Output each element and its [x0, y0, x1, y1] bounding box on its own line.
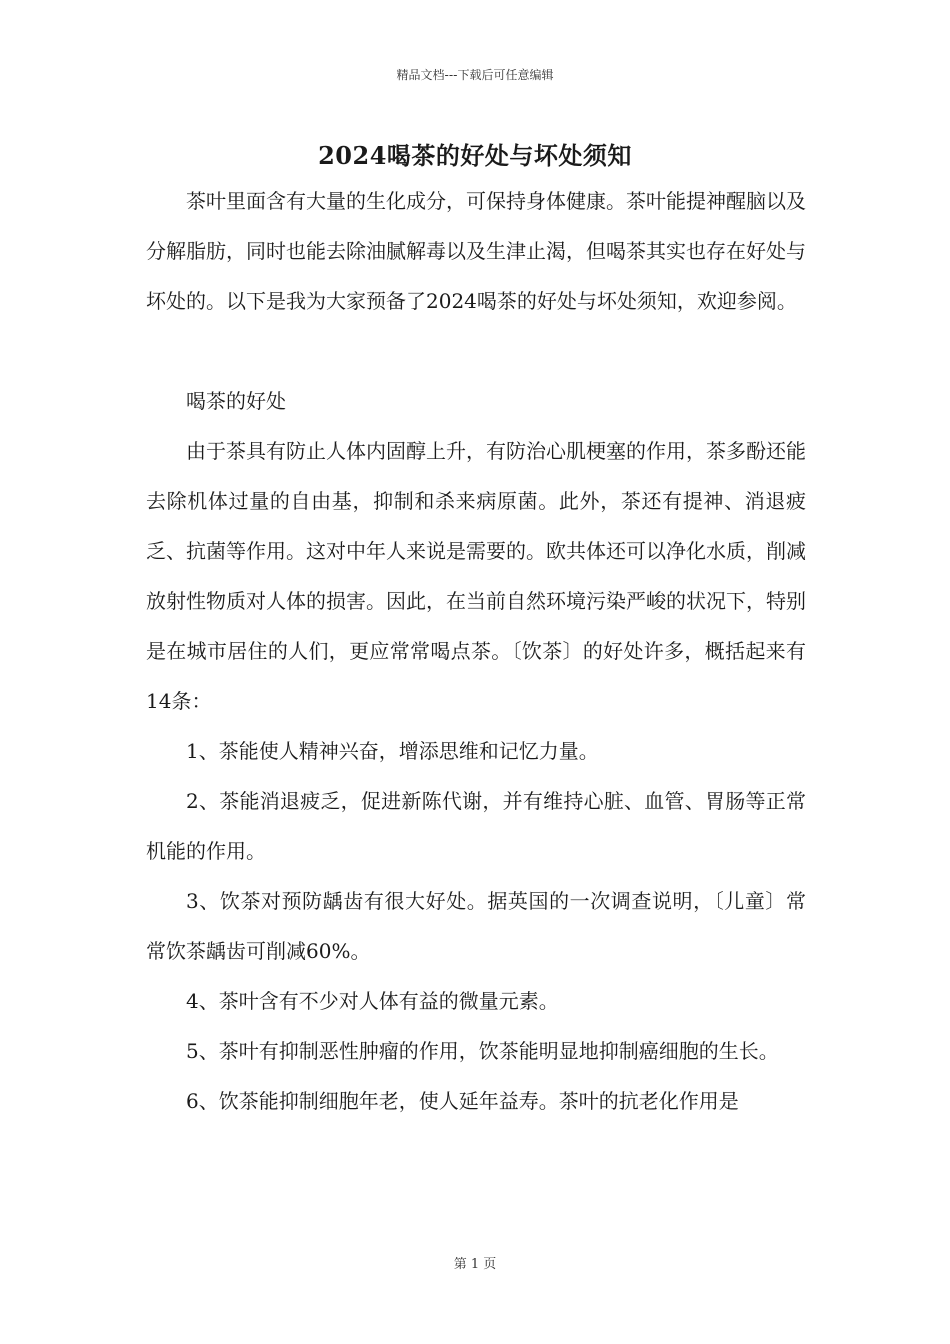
- header-note: 精品文档---下载后可任意编辑: [396, 68, 554, 82]
- section-heading: 喝茶的好处: [186, 389, 286, 413]
- page-number: 第 1 页: [453, 1257, 497, 1272]
- list-item: 5、茶叶有抑制恶性肿瘤的作用，饮茶能明显地抑制癌细胞的生长。: [186, 1039, 779, 1063]
- list-item: 2、茶能消退疲乏，促进新陈代谢，并有维持心脏、血管、胃肠等正常机能的作用。: [146, 789, 806, 863]
- list-item: 1、茶能使人精神兴奋，增添思维和记忆力量。: [186, 739, 599, 763]
- document-body: [146, 176, 806, 1126]
- list-item: 4、茶叶含有不少对人体有益的微量元素。: [186, 989, 559, 1013]
- list-item: 6、饮茶能抑制细胞年老，使人延年益寿。茶叶的抗老化作用是: [186, 1089, 739, 1113]
- list-item: 3、饮茶对预防龋齿有很大好处。据英国的一次调查说明，〔儿童〕常常饮茶龋齿可削减60%。: [146, 889, 806, 963]
- section-intro-paragraph: 由于茶具有防止人体内固醇上升，有防治心肌梗塞的作用，茶多酚还能去除机体过量的自由基，抑制和杀来病原菌。此外，茶还有提神、消退疲乏、抗菌等作用。这对中年人来说是需要的。欧共体还可以净化水质，削减放射性物质对人体的损害。因此，在当前自然环境污染严峻的状况下，特别是在城市居住的人们，更应常常喝点茶。〔饮茶〕的好处许多，概括起来有14条：: [146, 439, 806, 713]
- document-title: 2024喝茶的好处与坏处须知: [318, 141, 632, 170]
- intro-paragraph: 茶叶里面含有大量的生化成分，可保持身体健康。茶叶能提神醒脑以及分解脂肪，同时也能去除油腻解毒以及生津止渴，但喝茶其实也存在好处与坏处的。以下是我为大家预备了2024喝茶的好处与坏处须知，欢迎参阅。: [146, 189, 806, 313]
